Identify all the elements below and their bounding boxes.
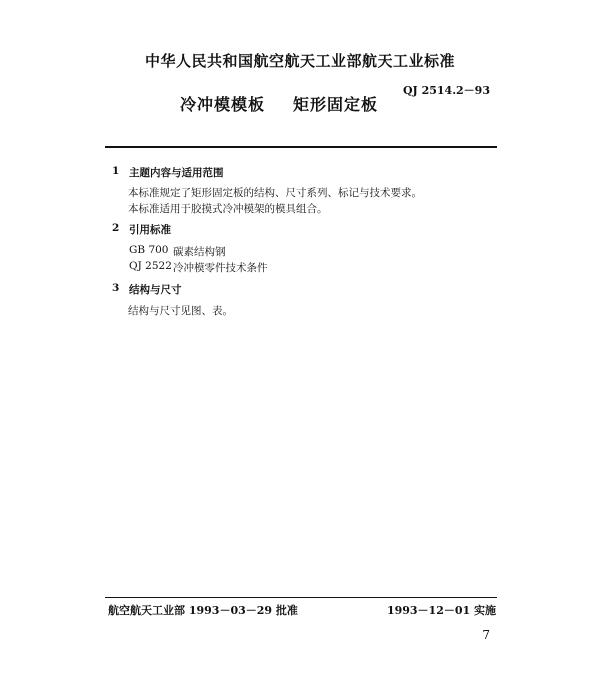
reference-2-title: 冷冲模零件技术条件 [173,262,268,274]
section-1-paragraph-1: 本标准规定了矩形固定板的结构、尺寸系列、标记与技术要求。 [128,187,422,199]
effective-date: 1993－12－01 实施 [386,604,496,617]
standard-number: QJ 2514.2－93 [402,84,490,97]
reference-1-title: 碳素结构钢 [173,246,226,258]
section-2-title: 引用标准 [129,224,171,236]
section-2-number: 2 [112,222,120,234]
footer-divider [105,597,497,598]
section-1-title: 主题内容与适用范围 [129,167,224,179]
section-1-number: 1 [112,165,120,177]
header-divider [105,146,497,148]
reference-1-code: GB 700 [129,244,169,256]
approval-date: 航空航天工业部 1993－03－29 批准 [108,604,298,617]
section-3-paragraph-1: 结构与尺寸见图、表。 [128,305,233,317]
page-number: 7 [482,628,490,642]
title-main: 冷冲模模板 [180,95,266,114]
section-3-number: 3 [112,282,120,294]
document-title [180,92,378,115]
section-3-title: 结构与尺寸 [129,284,182,296]
section-1-paragraph-2: 本标准适用于胶摸式冷冲模架的模具组合。 [128,203,328,215]
reference-2-code: QJ 2522 [129,260,172,272]
title-sub: 矩形固定板 [293,95,379,114]
issuing-ministry: 中华人民共和国航空航天工业部航天工业标准 [144,52,455,70]
